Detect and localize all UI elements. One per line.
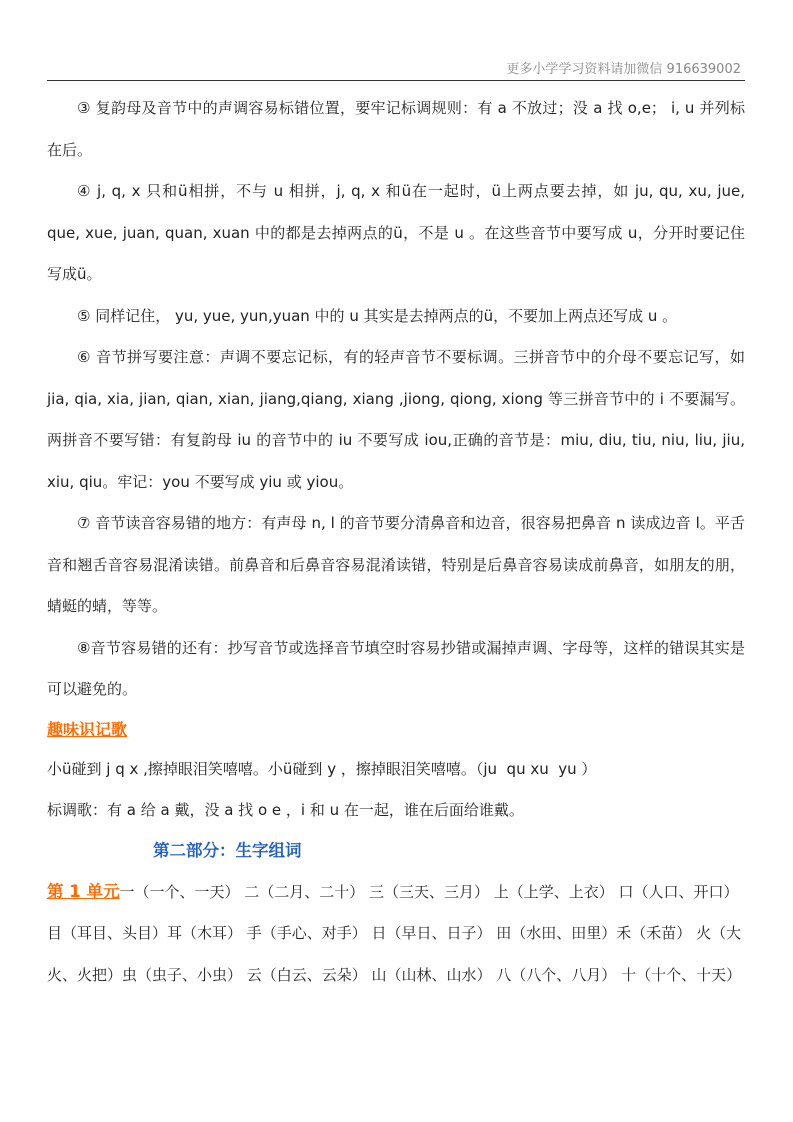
unit-1-word-list: 一（一个、一天） 二（二月、二十） 三（三天、三月） 上（上学、上衣） 口（人口、开口） 目（耳目、头目）耳（木耳） 手（手心、对手） 日（早日、日子） 田（水田、田里）禾（禾苗） 火（大火、火把）虫（虫子、小虫） 云（白云、云朵） 山（山林、山水） 八（八个、八月） 十（十个、十天） xyxy=(47,882,742,984)
document-body xyxy=(47,88,745,996)
part-2-heading: 第二部分：生字组词 xyxy=(153,840,302,860)
header-rule xyxy=(47,80,745,81)
paragraph-3: ③ 复韵母及音节中的声调容易标错位置，要牢记标调规则：有 a 不放过；没 a 找 o,e； i, u 并列标在后。 xyxy=(47,99,745,159)
page-header: 更多小学学习资料请加微信 916639002 xyxy=(506,62,741,77)
song-line-1: 小ü碰到 j q x ,擦掉眼泪笑嘻嘻。小ü碰到 y ，擦掉眼泪笑嘻嘻。（ju qu xu yu ） xyxy=(47,759,597,778)
unit-1-words xyxy=(47,871,745,997)
unit-1-label: 第 1 单元 xyxy=(47,881,120,901)
paragraph-8: ⑧音节容易错的还有：抄写音节或选择音节填空时容易抄错或漏掉声调、字母等，这样的错误其实是可以避免的。 xyxy=(47,638,745,698)
song-heading: 趣味识记歌 xyxy=(47,719,128,739)
song-line-2: 标调歌：有 a 给 a 戴，没 a 找 o e ，i 和 u 在一起，谁在后面给谁戴。 xyxy=(47,800,524,819)
paragraph-4: ④ j, q, x 只和ü相拼，不与 u 相拼，j, q, x 和ü在一起时，ü上两点要去掉，如 ju, qu, xu, jue, que, xue, juan, quan, xuan 中的都是去掉两点的ü，不是 u 。在这些音节中要写成 u，分开时要记住写成ü。 xyxy=(47,182,745,283)
paragraph-7: ⑦ 音节读音容易错的地方：有声母 n, l 的音节要分清鼻音和边音，很容易把鼻音 n 读成边音 l。平舌音和翘舌音容易混淆读错。前鼻音和后鼻音容易混淆读错，特别是后鼻音容易读成前鼻音，如朋友的朋，蜻蜓的蜻，等等。 xyxy=(47,514,745,615)
paragraph-5: ⑤ 同样记住， yu, yue, yun,yuan 中的 u 其实是去掉两点的ü，不要加上两点还写成 u 。 xyxy=(77,306,678,325)
paragraph-6: ⑥ 音节拼写要注意：声调不要忘记标，有的轻声音节不要标调。三拼音节中的介母不要忘记写，如 jia, qia, xia, jian, qian, xian, jiang,qiang, xiang ,jiong, qiong, xiong 等三拼音节中的 i 不要漏写。两拼音不要写错：有复韵母 iu 的音节中的 iu 不要写成 iou,正确的音节是：miu, diu, tiu, niu, liu, jiu, xiu, qiu。牢记：you 不要写成 yiu 或 yiou。 xyxy=(47,348,745,491)
